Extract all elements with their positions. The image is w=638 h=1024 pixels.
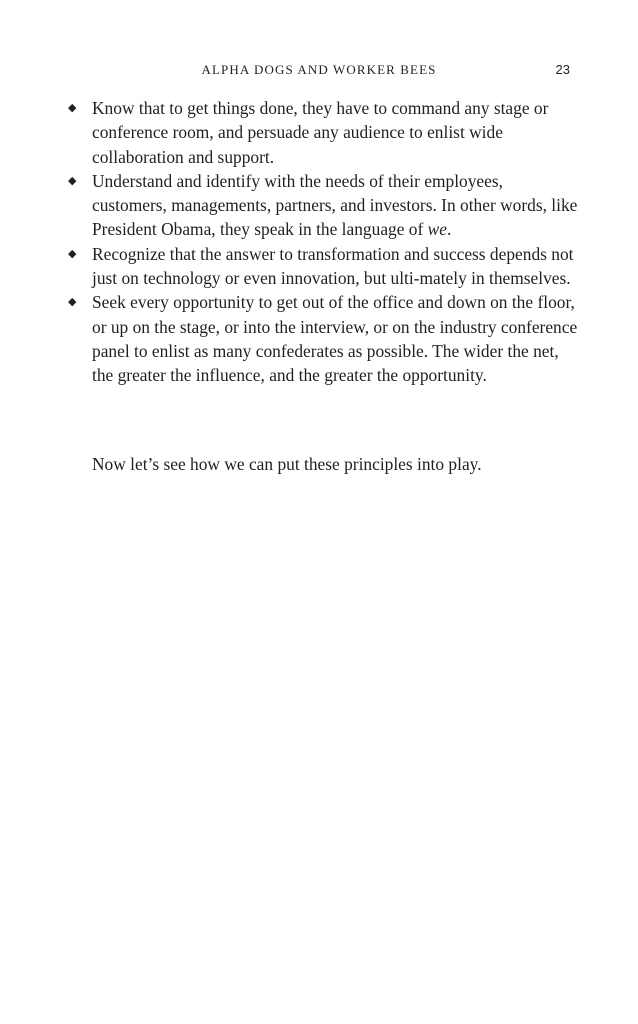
bullet-item	[68, 290, 580, 387]
diamond-bullet-icon: ◆	[68, 174, 77, 187]
bullet-text-emphasis: we	[427, 219, 447, 240]
running-title: ALPHA DOGS AND WORKER BEES	[201, 62, 437, 77]
page-number: 23	[555, 62, 570, 77]
bullet-text: Seek every opportunity to get out of the office and down on the floor, or up on the stage, or into the interview, or on the industry conference panel to enlist as many confederates as possible. The wider the net, the greater the influence, and the greater the opportunity.	[92, 292, 578, 386]
bullet-item	[68, 242, 580, 291]
bullet-text-main: Understand and identify with the needs of their employees, customers, managements, partners, and investors. In other words, like President Obama, they speak in the language of	[92, 170, 578, 240]
bullet-list	[68, 96, 580, 388]
diamond-bullet-icon: ◆	[68, 247, 77, 260]
closing-paragraph: Now let’s see how we can put these principles into play.	[92, 454, 482, 474]
bullet-item	[68, 169, 580, 242]
running-head	[0, 62, 638, 82]
bullet-text: Recognize that the answer to transformation and success depends not just on technology or even innovation, but ulti-mately in themselves.	[92, 243, 574, 289]
diamond-bullet-icon: ◆	[68, 102, 77, 114]
diamond-bullet-icon: ◆	[68, 296, 77, 309]
bullet-text-trailing: .	[446, 219, 452, 240]
bullet-item	[68, 96, 580, 169]
bullet-text: Know that to get things done, they have to command any stage or conference room, and persuade any audience to enlist wide collaboration and support.	[92, 98, 549, 167]
bullet-text	[92, 171, 577, 240]
